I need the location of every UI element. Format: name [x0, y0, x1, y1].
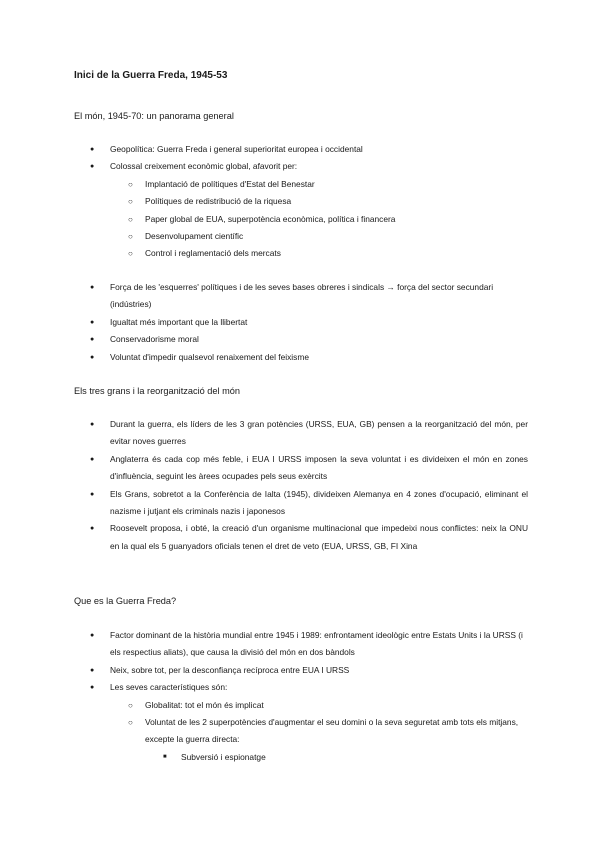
bullet-icon: ●	[90, 146, 95, 153]
bullet-icon: ●	[90, 525, 95, 533]
list-item: ● Conservadorisme moral	[0, 331, 528, 348]
panorama-list-b	[0, 279, 600, 366]
list-item: ○ Polítiques de redistribució de la riquesa	[0, 193, 528, 210]
bullet-icon: ●	[90, 318, 95, 326]
list-item: ○ Implantació de polítiques d'Estat del Benestar	[0, 176, 528, 193]
bullet-icon: ●	[90, 455, 95, 463]
circle-bullet-icon: ○	[128, 179, 133, 189]
panorama-list-a	[0, 141, 600, 263]
list-item: ○ Voluntat de les 2 superpotències d'augmentar el seu domini o la seva seguretat amb tots els mitjans, excepte la guerra directa:	[0, 714, 528, 749]
list-item: ● Igualtat més important que la llibertat	[0, 314, 528, 331]
list-item: ○ Control i reglamentació dels mercats	[0, 245, 528, 262]
circle-bullet-icon: ○	[128, 718, 133, 728]
bullet-icon: ●	[90, 353, 95, 361]
section-heading-tres-grans: Els tres grans i la reorganització del món	[74, 386, 240, 396]
bullet-icon: ●	[90, 684, 95, 692]
guerra-freda-list	[0, 627, 600, 766]
list-item: ● Factor dominant de la història mundial entre 1945 i 1989: enfrontament ideològic entre Estats Units i la URSS (i els respectius aliats), que causa la divisió del món en dos bàndols	[0, 627, 528, 662]
list-item: ○ Paper global de EUA, superpotència econòmica, política i financera	[0, 211, 528, 228]
list-item: ● Roosevelt proposa, i obté, la creació d'un organisme multinacional que impedeixi nous conflictes: neix la ONU en la qual els 5 guanyadors oficials tenen el dret de veto (EUA, URSS, GB, FI Xina	[0, 520, 528, 555]
list-item: ● Força de les 'esquerres' polítiques i de les seves bases obreres i sindicals → força del sector secundari (indústries)	[0, 279, 528, 314]
document-title: Inici de la Guerra Freda, 1945-53	[74, 70, 228, 81]
bullet-icon: ●	[90, 284, 95, 291]
circle-bullet-icon: ○	[128, 249, 133, 259]
circle-bullet-icon: ○	[128, 700, 133, 710]
square-bullet-icon: ■	[163, 753, 167, 760]
bullet-icon: ●	[90, 336, 95, 344]
bullet-icon: ●	[90, 632, 95, 639]
list-item: ● Geopolítica: Guerra Freda i general superioritat europea i occidental	[0, 141, 528, 158]
section-heading-guerra-freda: Que es la Guerra Freda?	[74, 596, 177, 606]
tres-grans-list	[0, 416, 600, 555]
list-item: ● Colossal creixement econòmic global, afavorit per:	[0, 158, 528, 175]
list-item: ○ Globalitat: tot el món és implicat	[0, 697, 528, 714]
bullet-icon: ●	[90, 421, 95, 428]
bullet-icon: ●	[90, 490, 95, 498]
bullet-icon: ●	[90, 163, 95, 171]
circle-bullet-icon: ○	[128, 232, 133, 242]
circle-bullet-icon: ○	[128, 197, 133, 207]
bullet-icon: ●	[90, 666, 95, 674]
list-item: ● Els Grans, sobretot a la Conferència de Ialta (1945), divideixen Alemanya en 4 zones d'ocupació, eliminant el nazisme i jutjant els criminals nazis i japonesos	[0, 486, 528, 521]
list-item: ● Durant la guerra, els líders de les 3 gran potències (URSS, EUA, GB) pensen a la reorganització del món, per evitar noves guerres	[0, 416, 528, 451]
list-item: ● Neix, sobre tot, per la desconfiança recíproca entre EUA I URSS	[0, 662, 528, 679]
list-item: ○ Desenvolupament científic	[0, 228, 528, 245]
list-item: ● Anglaterra és cada cop més feble, i EUA I URSS imposen la seva voluntat i es divideixen el món en zones d'influència, seguint les àrees ocupades pels seus exèrcits	[0, 451, 528, 486]
section-heading-panorama: El món, 1945-70: un panorama general	[74, 111, 234, 121]
list-item: ● Voluntat d'impedir qualsevol renaixement del feixisme	[0, 349, 528, 366]
list-item: ● Les seves característiques són:	[0, 679, 528, 696]
circle-bullet-icon: ○	[128, 214, 133, 224]
list-item: ■ Subversió i espionatge	[0, 749, 528, 766]
